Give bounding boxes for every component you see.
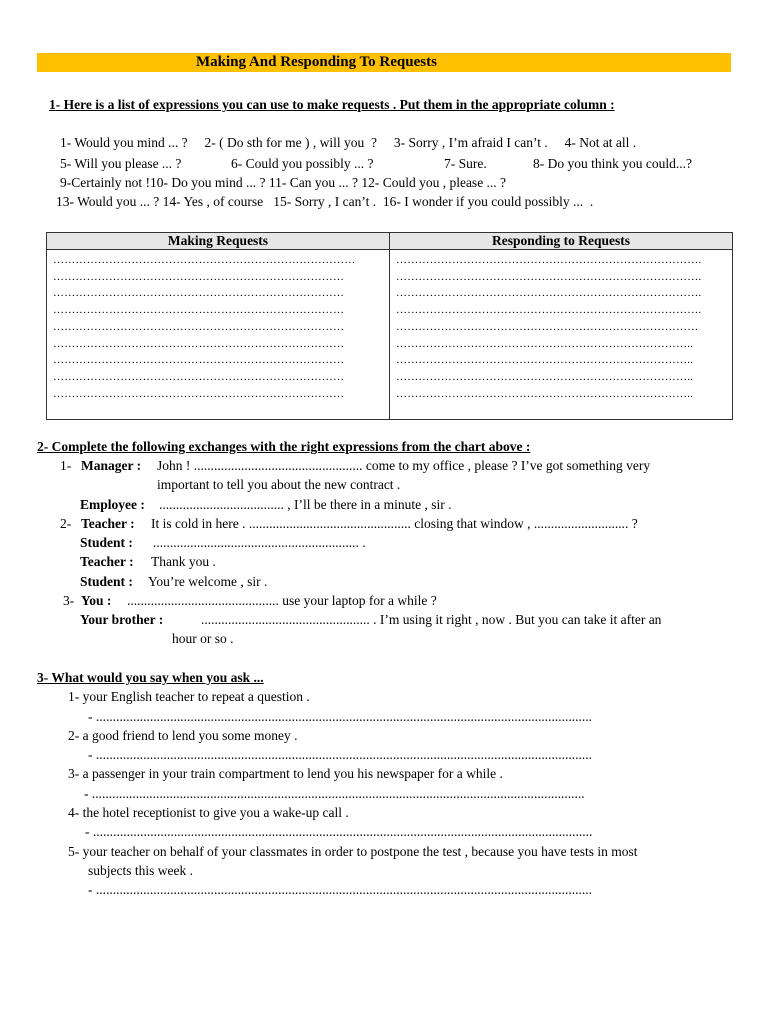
blank-line[interactable]: ……………………………………………………………………….	[396, 254, 702, 266]
blank-line[interactable]: ……………………………………………………………………..	[396, 337, 694, 350]
question-2: 2- a good friend to lend you some money .	[68, 728, 298, 743]
blank-line[interactable]: ……………………………………………………………………	[53, 287, 345, 300]
responding-requests-header: Responding to Requests	[390, 233, 733, 250]
expression-7: 7- Sure.	[444, 156, 487, 171]
exchange-3-number: 3-	[63, 593, 75, 608]
section2-heading-text: - Complete the following exchanges with the right expressions from the chart above :	[43, 439, 531, 454]
question-5: 5- your teacher on behalf of your classmates in order to postpone the test , because you have tests in most	[68, 844, 638, 859]
blank-line[interactable]: ……………………………………………………………………	[53, 270, 345, 283]
expressions-line-4: 13- Would you ... ? 14- Yes , of course 15- Sorry , I can’t . 16- I wonder if you could possibly ... .	[56, 194, 594, 209]
answer-2[interactable]: - ...................................................................................................................................................	[88, 747, 592, 762]
blank-line[interactable]: ……………………………………………………………………	[53, 320, 345, 333]
responding-requests-cell[interactable]	[390, 250, 733, 420]
making-requests-blanks	[53, 252, 383, 402]
teacher-line: It is cold in here . ................................................ closing that window , ............................ ?	[151, 516, 638, 531]
blank-line[interactable]: ………………………………………………………………………	[53, 254, 356, 266]
exchange-2-number: 2-	[60, 516, 72, 531]
blank-line[interactable]: ……………………………………………………………………	[53, 337, 345, 350]
section1-number: 1	[49, 97, 56, 112]
employee-line: ..................................... , I’ll be there in a minute , sir .	[159, 497, 452, 512]
answer-4[interactable]: - ....................................................................................................................................................	[85, 824, 593, 839]
manager-line: John ! .................................................. come to my office , please ? I’ve got something very	[157, 458, 651, 473]
requests-chart	[46, 232, 733, 420]
student2-label: Student :	[80, 574, 133, 589]
section1-heading	[49, 97, 615, 113]
brother-line: .................................................. . I’m using it right , now . But you can take it after an	[201, 612, 662, 627]
answer-3[interactable]: - ..................................................................................................................................................	[84, 786, 585, 801]
blank-line[interactable]: ……………………………………………………………………..	[396, 354, 694, 367]
brother-line-cont: hour or so .	[172, 631, 234, 646]
expression-6: 6- Could you possibly ... ?	[231, 156, 374, 171]
question-1: 1- your English teacher to repeat a question .	[68, 689, 310, 704]
exchange-1-number: 1-	[60, 458, 72, 473]
blank-line[interactable]: ……………………………………………………………………	[53, 354, 345, 367]
answer-1[interactable]: - ...................................................................................................................................................	[88, 709, 592, 724]
question-4: 4- the hotel receptionist to give you a wake-up call .	[68, 805, 349, 820]
responding-requests-blanks	[396, 252, 726, 402]
teacher2-line: Thank you .	[151, 554, 216, 569]
student2-line: You’re welcome , sir .	[148, 574, 268, 589]
blank-line[interactable]: ……………………………………………………………………..	[396, 387, 694, 400]
expressions-line-1: 1- Would you mind ... ? 2- ( Do sth for me ) , will you ? 3- Sorry , I’m afraid I can’t . 4- Not at all .	[60, 135, 637, 150]
student-line: ............................................................. .	[153, 535, 366, 550]
student-label: Student :	[80, 535, 133, 550]
teacher2-label: Teacher :	[80, 554, 134, 569]
blank-line[interactable]: ……………………………………………………………………..	[396, 370, 694, 383]
blank-line[interactable]: ……………………………………………………………………….	[396, 304, 702, 317]
section2-heading	[37, 439, 530, 455]
expressions-line-3: 9-Certainly not !10- Do you mind ... ? 11- Can you ... ? 12- Could you , please ... ?	[60, 175, 507, 190]
blank-line[interactable]: ……………………………………………………………………….	[396, 287, 702, 300]
you-line: ............................................. use your laptop for a while ?	[127, 593, 437, 608]
section1-heading-text: - Here is a list of expressions you can use to make requests . Put them in the appropriate column :	[55, 97, 615, 112]
manager-line-cont: important to tell you about the new contract .	[157, 477, 401, 492]
page-title: Making And Responding To Requests	[196, 54, 437, 70]
expression-8: 8- Do you think you could...?	[533, 156, 692, 171]
answer-5[interactable]: - ...................................................................................................................................................	[88, 882, 592, 897]
blank-line[interactable]: ………………………………………………………………………	[396, 320, 699, 333]
question-3: 3- a passenger in your train compartment to lend you his newspaper for a while .	[68, 766, 503, 781]
blank-line[interactable]: ……………………………………………………………………	[53, 370, 345, 383]
brother-label: Your brother :	[80, 612, 164, 627]
question-5-cont: subjects this week .	[88, 863, 193, 878]
employee-label: Employee :	[80, 497, 145, 512]
section2-number: 2	[37, 439, 44, 454]
expression-5: 5- Will you please ... ?	[60, 156, 182, 171]
making-requests-cell[interactable]	[47, 250, 390, 420]
blank-line[interactable]: ……………………………………………………………………….	[396, 270, 702, 283]
manager-label: Manager :	[81, 458, 142, 473]
section3-heading: 3- What would you say when you ask ...	[37, 670, 264, 685]
you-label: You :	[81, 593, 112, 608]
blank-line[interactable]: ……………………………………………………………………	[53, 304, 345, 317]
teacher-label: Teacher :	[81, 516, 135, 531]
blank-line[interactable]: ……………………………………………………………………	[53, 387, 345, 400]
making-requests-header: Making Requests	[47, 233, 390, 250]
